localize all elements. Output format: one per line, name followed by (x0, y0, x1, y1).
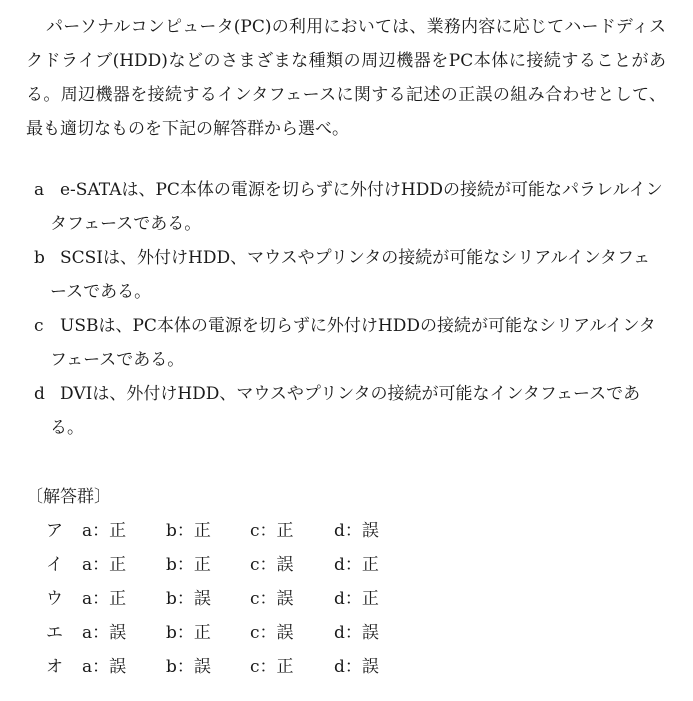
answer-key: ウ (46, 589, 63, 609)
statement-list (26, 173, 666, 445)
answer-key: エ (46, 623, 63, 643)
answer-key: オ (46, 657, 63, 677)
answer-choices-list (26, 514, 418, 684)
answer-choices-heading: 〔解答群〕 (26, 487, 111, 507)
statement-label: a (34, 180, 45, 200)
statement-label: b (34, 248, 45, 268)
answer-choice-a[interactable] (26, 514, 418, 548)
answer-cell-b: b：正 (166, 521, 211, 541)
answer-cell-b: b：誤 (166, 589, 211, 609)
statement-label: d (34, 384, 45, 404)
answer-cell-a: a：誤 (82, 623, 127, 643)
answer-cell-c: c：誤 (250, 623, 294, 643)
answer-cell-b: b：正 (166, 623, 211, 643)
statement-text: DVIは、外付けHDD、マウスやプリンタの接続が可能なインタフェースである。 (50, 384, 641, 438)
answer-cell-a: a：正 (82, 521, 127, 541)
answer-key: イ (46, 555, 63, 575)
answer-cell-b: b：誤 (166, 657, 211, 677)
answer-choice-o[interactable] (26, 650, 418, 684)
statement-d (26, 377, 666, 445)
answer-cell-d: d：誤 (334, 657, 379, 677)
answer-cell-d: d：正 (334, 589, 379, 609)
statement-label: c (34, 316, 44, 336)
answer-cell-c: c：正 (250, 657, 294, 677)
answer-cell-d: d：正 (334, 555, 379, 575)
answer-key: ア (46, 521, 63, 541)
question-text: パーソナルコンピュータ(PC)の利用においては、業務内容に応じてハードディスクドライブ(HDD)などのさまざまな種類の周辺機器をPC本体に接続することがある。周辺機器を接続するインタフェースに関する記述の正誤の組み合わせとして、最も適切なものを下記の解答群から選べ。 (26, 17, 666, 139)
statement-b (26, 241, 666, 309)
statement-text: SCSIは、外付けHDD、マウスやプリンタの接続が可能なシリアルインタフェースである。 (50, 248, 651, 302)
answer-cell-a: a：誤 (82, 657, 127, 677)
answer-cell-c: c：誤 (250, 555, 294, 575)
answer-choice-u[interactable] (26, 582, 418, 616)
answer-cell-c: c：誤 (250, 589, 294, 609)
answer-cell-a: a：正 (82, 589, 127, 609)
statement-a (26, 173, 666, 241)
statement-text: e-SATAは、PC本体の電源を切らずに外付けHDDの接続が可能なパラレルインタフェースである。 (50, 180, 663, 234)
answer-cell-a: a：正 (82, 555, 127, 575)
answer-choice-e[interactable] (26, 616, 418, 650)
answer-choice-i[interactable] (26, 548, 418, 582)
statement-c (26, 309, 666, 377)
answer-cell-c: c：正 (250, 521, 294, 541)
answer-cell-b: b：正 (166, 555, 211, 575)
answer-cell-d: d：誤 (334, 521, 379, 541)
statement-text: USBは、PC本体の電源を切らずに外付けHDDの接続が可能なシリアルインタフェースである。 (50, 316, 656, 370)
answer-cell-d: d：誤 (334, 623, 379, 643)
